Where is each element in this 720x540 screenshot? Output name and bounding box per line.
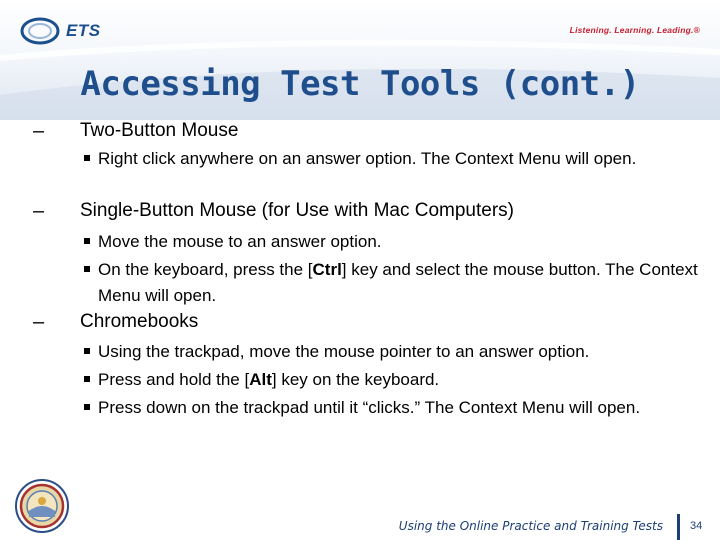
bullet-square-icon	[84, 404, 90, 410]
section-heading-two-button-mouse: Two-Button Mouse	[80, 120, 239, 141]
section-heading-chromebooks: Chromebooks	[80, 311, 199, 332]
ets-logo-icon	[20, 16, 60, 46]
bullet-item: Using the trackpad, move the mouse pointer to an answer option.	[80, 339, 708, 365]
bullet-square-icon	[84, 238, 90, 244]
key-alt: Alt	[249, 370, 272, 389]
section-dash: –	[33, 200, 45, 222]
bullet-square-icon	[84, 348, 90, 354]
bullet-item: Press and hold the [Alt] key on the keyboard.	[80, 367, 708, 393]
bullet-item: Press down on the trackpad until it “clicks.” The Context Menu will open.	[80, 395, 708, 421]
tagline: Listening. Learning. Leading.®	[569, 25, 700, 35]
key-ctrl: Ctrl	[312, 260, 342, 279]
section-dash: –	[33, 311, 45, 333]
bullet-square-icon	[84, 155, 90, 161]
page-title: Accessing Test Tools (cont.)	[80, 64, 640, 104]
bullet-item: On the keyboard, press the [Ctrl] key and select the mouse button. The Context Menu will open.	[80, 257, 708, 309]
footer-text: Using the Online Practice and Training Tests	[398, 519, 663, 533]
bullet-square-icon	[84, 376, 90, 382]
footer-divider	[677, 514, 680, 540]
bullet-square-icon	[84, 266, 90, 272]
logo-text: ETS	[66, 21, 101, 40]
section-dash: –	[33, 120, 45, 142]
state-seal-icon	[15, 479, 69, 533]
page-number: 34	[690, 520, 703, 532]
ets-logo	[20, 16, 101, 46]
bullet-item: Right click anywhere on an answer option. The Context Menu will open.	[80, 146, 708, 172]
bullet-item: Move the mouse to an answer option.	[80, 229, 708, 255]
section-heading-single-button-mouse: Single-Button Mouse (for Use with Mac Computers)	[80, 200, 514, 221]
